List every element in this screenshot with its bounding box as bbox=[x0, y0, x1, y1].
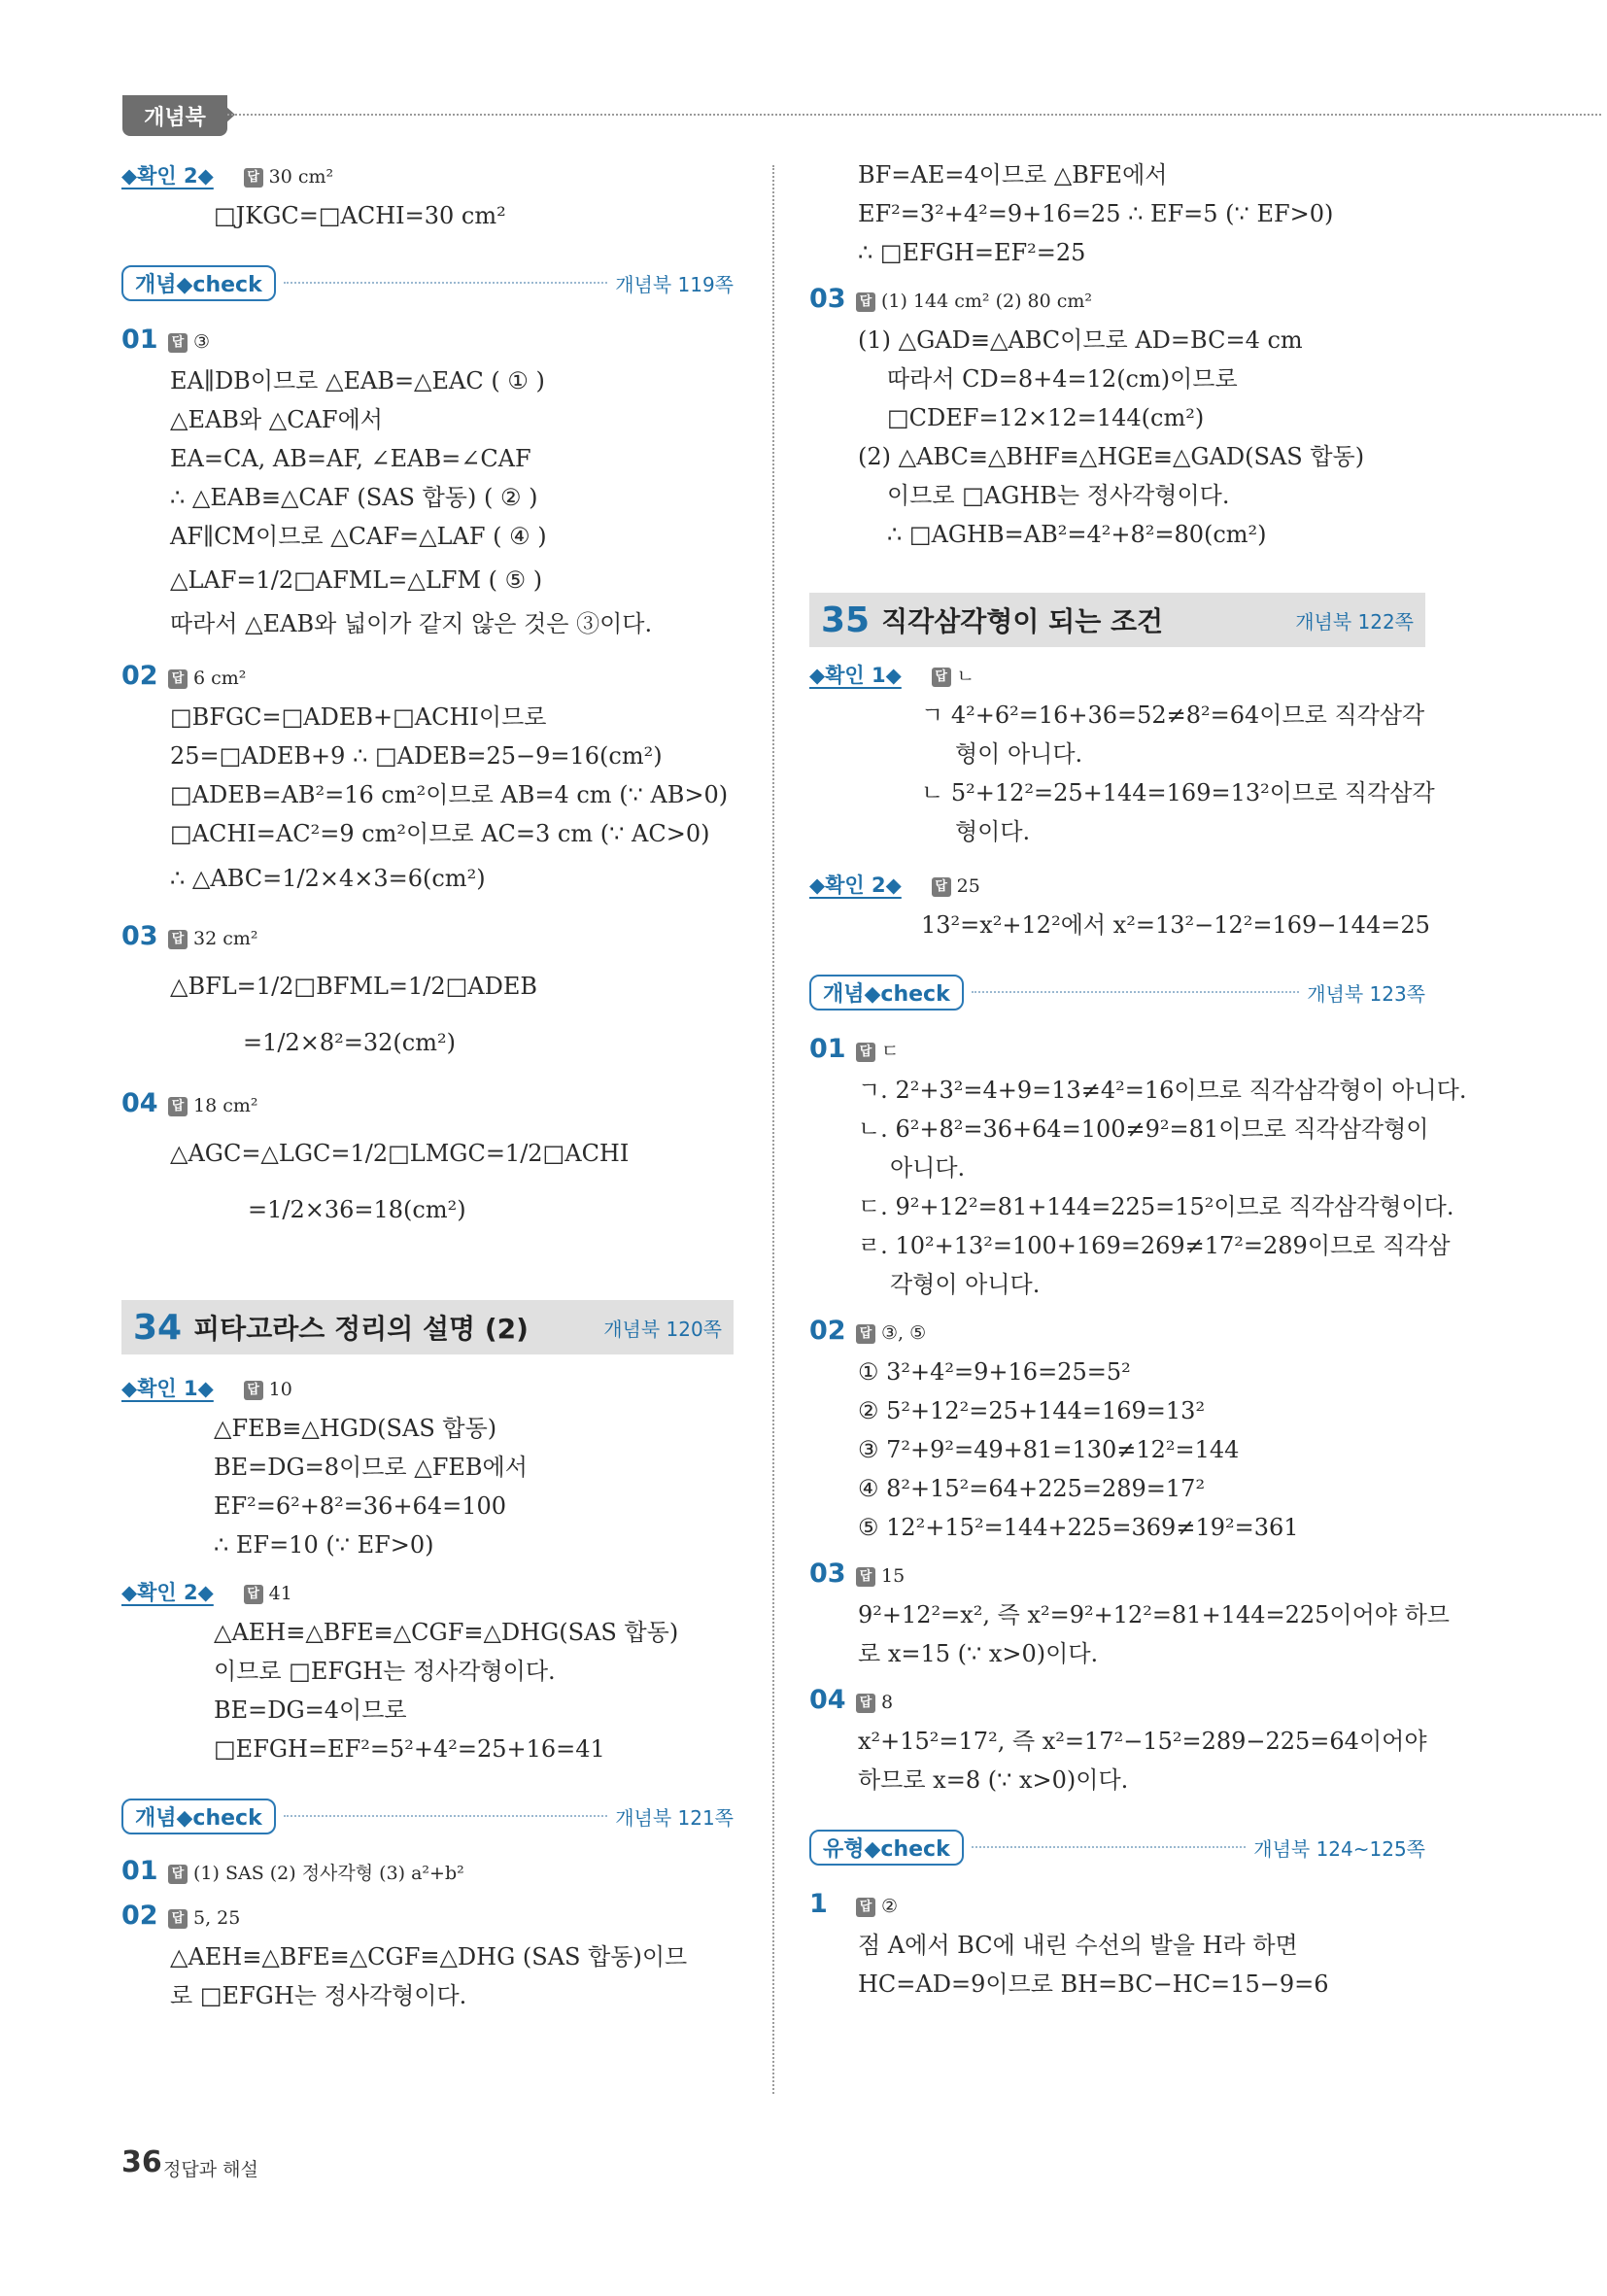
answer-icon: 답 bbox=[856, 1567, 875, 1587]
solution-line: ⑤ 12²+15²=144+225=369≠19²=361 bbox=[858, 1514, 1299, 1541]
check-badge: 유형◆check bbox=[809, 1830, 964, 1866]
page-number: 36 bbox=[121, 2145, 162, 2179]
check-badge: 개념◆check bbox=[809, 975, 964, 1011]
check-dotted-line bbox=[972, 991, 1299, 993]
answer-value: 30 cm² bbox=[268, 166, 334, 188]
confirm-block bbox=[809, 655, 1425, 696]
header-tab-label: 개념북 bbox=[144, 105, 206, 130]
solution-line: 이므로 □AGHB는 정사각형이다. bbox=[887, 482, 1230, 509]
solution-line: □JKGC=□ACHI=30 cm² bbox=[214, 202, 506, 229]
solution-line: =1/2×36=18(cm²) bbox=[248, 1196, 466, 1223]
solution-line: EF²=6²+8²=36+64=100 bbox=[214, 1492, 507, 1520]
confirm-label: ◆확인 2◆ bbox=[121, 1581, 214, 1604]
answer-value: ㄷ bbox=[881, 1041, 900, 1062]
concept-check-header bbox=[809, 968, 1425, 1016]
solution-line: △AEH≡△BFE≡△CGF≡△DHG (SAS 합동)이므 bbox=[170, 1943, 688, 1970]
answer-value: 5, 25 bbox=[193, 1907, 241, 1929]
solution-line: △EAB와 △CAF에서 bbox=[170, 406, 383, 433]
answer-icon: 답 bbox=[856, 1324, 875, 1344]
solution-line: 형이다. bbox=[955, 818, 1031, 845]
question-number: 03 bbox=[809, 284, 846, 314]
answer-icon: 답 bbox=[856, 292, 875, 312]
check-dotted-line bbox=[972, 1846, 1247, 1848]
solution-line: 하므로 x=8 (∵ x>0)이다. bbox=[858, 1766, 1129, 1794]
answer-value: 6 cm² bbox=[193, 668, 247, 689]
section-35-header bbox=[809, 593, 1425, 647]
solution-line: 로 x=15 (∵ x>0)이다. bbox=[858, 1640, 1099, 1667]
solution-line: ① 3²+4²=9+16=25=5² bbox=[858, 1358, 1131, 1386]
answer-value: 8 bbox=[881, 1692, 894, 1713]
solution-line: 따라서 △EAB와 넓이가 같지 않은 것은 ③이다. bbox=[170, 610, 653, 637]
solution-line: EF²=3²+4²=9+16=25 ∴ EF=5 (∵ EF>0) bbox=[858, 200, 1334, 227]
question-number: 04 bbox=[809, 1685, 846, 1715]
solution-line: ∴ △EAB≡△CAF (SAS 합동) ( ② ) bbox=[170, 484, 538, 511]
section-34-header bbox=[121, 1300, 734, 1354]
question-01 bbox=[809, 1030, 1425, 1071]
answer-icon: 답 bbox=[168, 1865, 188, 1884]
solution-line: HC=AD=9이므로 BH=BC−HC=15−9=6 bbox=[858, 1970, 1329, 1998]
question-02 bbox=[121, 1897, 734, 1937]
answer-icon: 답 bbox=[856, 1043, 875, 1062]
solution-line: (1) △GAD≡△ABC이므로 AD=BC=4 cm bbox=[858, 326, 1303, 354]
answer-icon: 답 bbox=[856, 1898, 875, 1917]
solution-line: □EFGH=EF²=5²+4²=25+16=41 bbox=[214, 1735, 605, 1763]
question-02 bbox=[121, 657, 734, 698]
header-rule bbox=[227, 114, 1601, 116]
answer-icon: 답 bbox=[168, 1909, 188, 1929]
answer-icon: 답 bbox=[856, 1694, 875, 1713]
solution-line: ㄱ. 2²+3²=4+9=13≠4²=16이므로 직각삼각형이 아니다. bbox=[858, 1077, 1467, 1104]
question-02 bbox=[809, 1312, 1425, 1353]
answer-value: ③, ⑤ bbox=[881, 1322, 927, 1344]
solution-line: △AGC=△LGC=1/2□LMGC=1/2□ACHI bbox=[170, 1140, 630, 1167]
confirm-block bbox=[809, 865, 1425, 906]
confirm-block bbox=[121, 1572, 734, 1613]
answer-value: 15 bbox=[881, 1565, 906, 1587]
check-badge: 개념◆check bbox=[121, 265, 276, 301]
answer-icon: 답 bbox=[244, 1585, 263, 1604]
answer-icon: 답 bbox=[168, 333, 188, 353]
solution-line: □BFGC=□ADEB+□ACHI이므로 bbox=[170, 703, 547, 731]
confirm-block bbox=[121, 155, 734, 196]
check-page-ref: 개념북 121쪽 bbox=[615, 1805, 734, 1830]
question-number: 02 bbox=[121, 661, 158, 691]
solution-line: □ACHI=AC²=9 cm²이므로 AC=3 cm (∵ AC>0) bbox=[170, 820, 710, 847]
solution-line: □ADEB=AB²=16 cm²이므로 AB=4 cm (∵ AB>0) bbox=[170, 781, 729, 808]
solution-line: BE=DG=4이므로 bbox=[214, 1696, 407, 1724]
solution-line: △BFL=1/2□BFML=1/2□ADEB bbox=[170, 973, 538, 1000]
answer-icon: 답 bbox=[168, 1097, 188, 1116]
right-column bbox=[809, 155, 1467, 2004]
solution-line: EA=CA, AB=AF, ∠EAB=∠CAF bbox=[170, 445, 531, 472]
solution-line: △LAF=1/2□AFML=△LFM ( ⑤ ) bbox=[170, 566, 543, 594]
solution-line: 13²=x²+12²에서 x²=13²−12²=169−144=25 bbox=[921, 911, 1430, 939]
solution-line: =1/2×8²=32(cm²) bbox=[243, 1029, 456, 1056]
check-page-ref: 개념북 119쪽 bbox=[615, 272, 734, 296]
solution-line: ④ 8²+15²=64+225=289=17² bbox=[858, 1475, 1206, 1502]
section-title: 피타고라스 정리의 설명 (2) bbox=[193, 1313, 529, 1345]
check-dotted-line bbox=[284, 282, 607, 284]
solution-line: ㄴ 5²+12²=25+144=169=13²이므로 직각삼각 bbox=[921, 779, 1435, 806]
solution-line: 아니다. bbox=[890, 1154, 966, 1182]
section-page-ref: 개념북 120쪽 bbox=[603, 1317, 722, 1341]
solution-line: ∴ □AGHB=AB²=4²+8²=80(cm²) bbox=[887, 521, 1267, 548]
solution-line: 따라서 CD=8+4=12(cm)이므로 bbox=[887, 365, 1238, 393]
solution-line: △FEB≡△HGD(SAS 합동) bbox=[214, 1415, 497, 1442]
solution-line: 로 □EFGH는 정사각형이다. bbox=[170, 1982, 467, 2009]
answer-icon: 답 bbox=[244, 168, 263, 188]
solution-line: (2) △ABC≡△BHF≡△HGE≡△GAD(SAS 합동) bbox=[858, 443, 1365, 470]
footer-label: 정답과 해설 bbox=[163, 2159, 258, 2180]
question-03 bbox=[809, 280, 1425, 321]
answer-value: 10 bbox=[268, 1379, 292, 1400]
confirm-label: ◆확인 1◆ bbox=[121, 1377, 214, 1400]
solution-line: x²+15²=17², 즉 x²=17²−15²=289−225=64이어야 bbox=[858, 1728, 1427, 1755]
concept-check-header bbox=[121, 258, 734, 307]
question-01 bbox=[121, 1848, 734, 1897]
question-number: 01 bbox=[809, 1034, 846, 1064]
question-number: 02 bbox=[121, 1901, 158, 1931]
answer-value: (1) SAS (2) 정사각형 (3) a²+b² bbox=[193, 1863, 464, 1884]
answer-icon: 답 bbox=[168, 669, 188, 689]
answer-value: 18 cm² bbox=[193, 1095, 258, 1116]
solution-line: 25=□ADEB+9 ∴ □ADEB=25−9=16(cm²) bbox=[170, 742, 663, 770]
section-page-ref: 개념북 122쪽 bbox=[1295, 609, 1414, 634]
solution-line: 형이 아니다. bbox=[955, 740, 1083, 768]
solution-line: 이므로 □EFGH는 정사각형이다. bbox=[214, 1658, 556, 1685]
solution-line: ㄱ 4²+6²=16+36=52≠8²=64이므로 직각삼각 bbox=[921, 702, 1425, 729]
solution-line: ② 5²+12²=25+144=169=13² bbox=[858, 1397, 1206, 1424]
confirm-block bbox=[121, 1368, 734, 1409]
question-04 bbox=[121, 1084, 734, 1125]
confirm-label: ◆확인 2◆ bbox=[121, 164, 214, 188]
check-page-ref: 개념북 124~125쪽 bbox=[1253, 1836, 1425, 1861]
question-number: 03 bbox=[121, 921, 158, 951]
solution-line: ③ 7²+9²=49+81=130≠12²=144 bbox=[858, 1436, 1240, 1463]
check-page-ref: 개념북 123쪽 bbox=[1307, 981, 1425, 1006]
question-03 bbox=[121, 917, 734, 958]
solution-line: 점 A에서 BC에 내린 수선의 발을 H라 하면 bbox=[858, 1932, 1298, 1959]
section-number: 34 bbox=[133, 1307, 183, 1348]
question-number: 01 bbox=[121, 1856, 158, 1886]
solution-line: □CDEF=12×12=144(cm²) bbox=[887, 404, 1205, 431]
question-number: 03 bbox=[809, 1559, 846, 1589]
solution-line: 각형이 아니다. bbox=[890, 1271, 1041, 1298]
solution-line: AF∥CM이므로 △CAF=△LAF ( ④ ) bbox=[170, 523, 547, 550]
solution-line: ∴ △ABC=1/2×4×3=6(cm²) bbox=[170, 865, 486, 892]
solution-line: ∴ □EFGH=EF²=25 bbox=[858, 239, 1086, 266]
header-tab bbox=[122, 95, 227, 136]
answer-icon: 답 bbox=[168, 930, 188, 949]
solution-line: EA∥DB이므로 △EAB=△EAC ( ① ) bbox=[170, 367, 545, 394]
solution-line: ㄴ. 6²+8²=36+64=100≠9²=81이므로 직각삼각형이 bbox=[858, 1115, 1429, 1143]
answer-icon: 답 bbox=[244, 1381, 263, 1400]
solution-line: ㄹ. 10²+13²=100+169=269≠17²=289이므로 직각삼 bbox=[858, 1232, 1451, 1259]
confirm-label: ◆확인 1◆ bbox=[809, 664, 902, 687]
section-number: 35 bbox=[821, 600, 871, 640]
answer-value: ③ bbox=[193, 331, 211, 353]
answer-icon: 답 bbox=[932, 668, 951, 687]
check-badge: 개념◆check bbox=[121, 1799, 276, 1834]
type-check-header bbox=[809, 1823, 1425, 1871]
answer-value: 41 bbox=[268, 1583, 292, 1604]
question-01 bbox=[121, 321, 734, 361]
question-number: 02 bbox=[809, 1316, 846, 1346]
answer-value: ㄴ bbox=[956, 666, 974, 687]
solution-line: 9²+12²=x², 즉 x²=9²+12²=81+144=225이어야 하므 bbox=[858, 1601, 1450, 1628]
answer-value: 32 cm² bbox=[193, 928, 258, 949]
solution-line: ㄷ. 9²+12²=81+144=225=15²이므로 직각삼각형이다. bbox=[858, 1193, 1454, 1220]
question-03 bbox=[809, 1555, 1425, 1595]
column-divider bbox=[772, 165, 774, 2094]
question-number: 04 bbox=[121, 1088, 158, 1118]
left-column bbox=[121, 155, 734, 2015]
answer-value: 25 bbox=[956, 875, 980, 897]
question-number: 01 bbox=[121, 325, 158, 355]
check-dotted-line bbox=[284, 1815, 607, 1817]
section-title: 직각삼각형이 되는 조건 bbox=[881, 605, 1164, 637]
answer-icon: 답 bbox=[932, 877, 951, 897]
solution-line: △AEH≡△BFE≡△CGF≡△DHG(SAS 합동) bbox=[214, 1619, 679, 1646]
question-1 bbox=[809, 1885, 1425, 1926]
answer-value: (1) 144 cm² (2) 80 cm² bbox=[881, 291, 1093, 312]
question-04 bbox=[809, 1681, 1425, 1722]
confirm-label: ◆확인 2◆ bbox=[809, 874, 902, 897]
question-number: 1 bbox=[809, 1889, 828, 1919]
solution-line: BE=DG=8이므로 △FEB에서 bbox=[214, 1454, 528, 1481]
concept-check-header bbox=[121, 1792, 734, 1840]
answer-value: ② bbox=[881, 1896, 899, 1917]
solution-line: ∴ EF=10 (∵ EF>0) bbox=[214, 1531, 434, 1559]
solution-line: BF=AE=4이므로 △BFE에서 bbox=[858, 161, 1168, 188]
